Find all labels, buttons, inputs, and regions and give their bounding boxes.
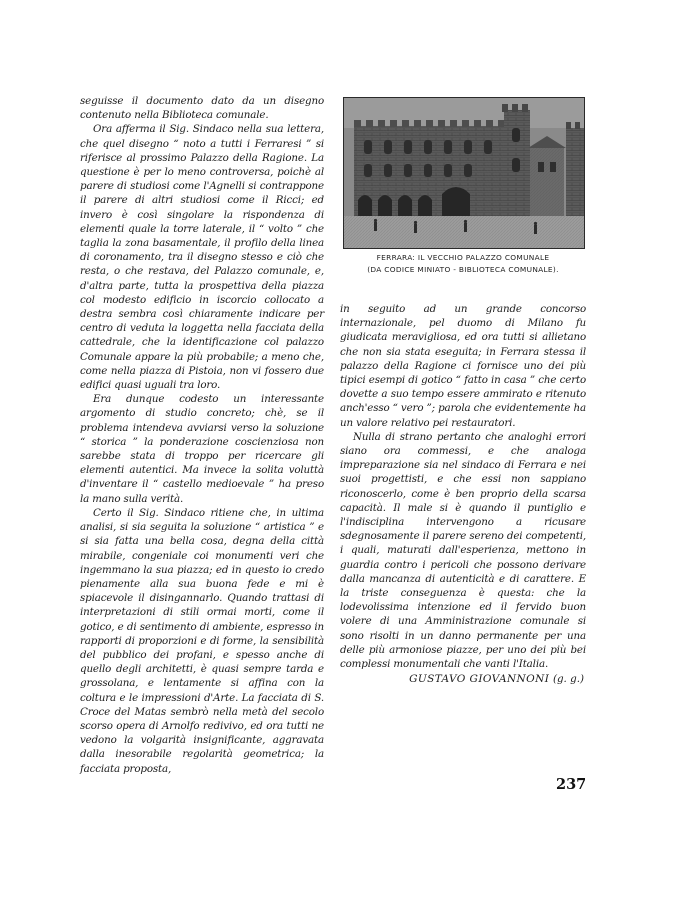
paragraph: Era dunque codesto un interessante argomento di studio concreto; chè, se il problema intendeva avviarsi verso la soluzione “ storica ” la ponderazione coscienziosa non sarebbe stata di troppo per ricercare gli elementi autentici. Ma invece la solita voluttà d'inventare il “ castello medioevale ” ha preso la mano sulla verità. xyxy=(80,393,324,505)
page-number: 237 xyxy=(556,776,587,793)
figure-caption xyxy=(337,252,589,276)
caption-line: FERRARA: IL VECCHIO PALAZZO COMUNALE xyxy=(376,253,550,262)
paragraph: Nulla di strano pertanto che analoghi errori siano ora commessi, e che analoga impreparazione sia nel sindaco di Ferrara e nei suoi progettisti, e che essi non sappiano riconoscerlo, come è ben proprio della scarsa capacità. Il male si è quando il puntiglio e l'indisciplina intervengono a ricusare sdegnosamente il parere sereno dei competenti, i quali, maturati dall'esperienza, mettono in guardia contro i pericoli che possono derivare dalla mancanza di autenticità e di carattere. E la triste conseguenza è questa: che la lodevolissima intenzione ed il fervido buon volere di una Amministrazione comunale si sono risolti in un danno permanente per una delle più armoniose piazze, per uno dei più bei complessi monumentali che vanti l'Italia. xyxy=(340,430,586,671)
paragraph: Ora afferma il Sig. Sindaco nella sua lettera, che quel disegno “ noto a tutti i Ferraresi ” si riferisce al prossimo Palazzo della Ragione. La questione è per lo meno controversa, poichè al parere di studiosi come l'Agnelli si contrappone il parere di altri studiosi come il Ricci; ed invero è così singolare la rispondenza di elementi quale la torre laterale, il “ volto ” che taglia la zona basamentale, il profilo della linea di coronamento, tra il disegno stesso e ciò che resta, o che restava, del Palazzo comunale, e, d'altra parte, tutta la prospettiva della piazza col modesto edificio in iscorcio collocato a destra sembra così chiaramente indicare per centro di veduta la loggetta nella facciata della cattedrale, che la identificazione col palazzo Comunale appare la più probabile; a meno che, come nella piazza di Pistoia, non vi fossero due edifici quasi uguali tra loro. xyxy=(80,123,324,392)
paragraph: Certo il Sig. Sindaco ritiene che, in ultima analisi, si sia seguita la soluzione “ artistica ” e si sia fatta una bella cosa, degna della città mirabile, congeniale coi monumenti veri che ingemmano la sua piazza; ed in questo io credo pienamente alla sua buona fede e mi è spiacevole il disingannarlo. Quando trattasi di interpretazioni di stili ormai morti, come il gotico, e di sentimento di ambiente, espresso in rapporti di proporzioni e di forme, la sensibilità del pubblico dei profani, e spesso anche di quello degli architetti, è quasi sempre tarda e grossolana, e lentamente si affina con la coltura e le impressioni d'Arte. La facciata di S. Croce del Matas sembrò nella metà del secolo scorso opera di Arnolfo redivivo, ed ora tutti ne vedono la volgarità insignificante, aggravata dalla inesorabile regolarità geometrica; la facciata proposta, xyxy=(80,506,324,775)
medieval-palace-engraving-icon xyxy=(344,98,584,248)
paragraph: in seguito ad un grande concorso internazionale, pel duomo di Milano fu giudicata meravigliosa, ed ora tutti si allietano che non sia stata eseguita; in Ferrara stessa il palazzo della Ragione ci fornisce uno dei più tipici esempi di gotico “ fatto in casa ” che certo dovette a suo tempo essere ammirato e ritenuto anch'esso “ vero ”; parola che evidentemente ha un valore relativo pei restauratori. xyxy=(340,303,586,429)
author-initials: (g. g.) xyxy=(552,673,584,686)
caption-line: (DA CODICE MINIATO - BIBLIOTECA COMUNALE). xyxy=(367,265,559,274)
author-signature xyxy=(340,672,586,686)
palazzo-comunale-illustration xyxy=(343,97,585,249)
right-text-column xyxy=(340,302,586,686)
paragraph: seguisse il documento dato da un disegno contenuto nella Biblioteca comunale. xyxy=(80,95,324,122)
author-name: GUSTAVO GIOVANNONI xyxy=(409,673,550,686)
left-text-column xyxy=(80,94,324,776)
